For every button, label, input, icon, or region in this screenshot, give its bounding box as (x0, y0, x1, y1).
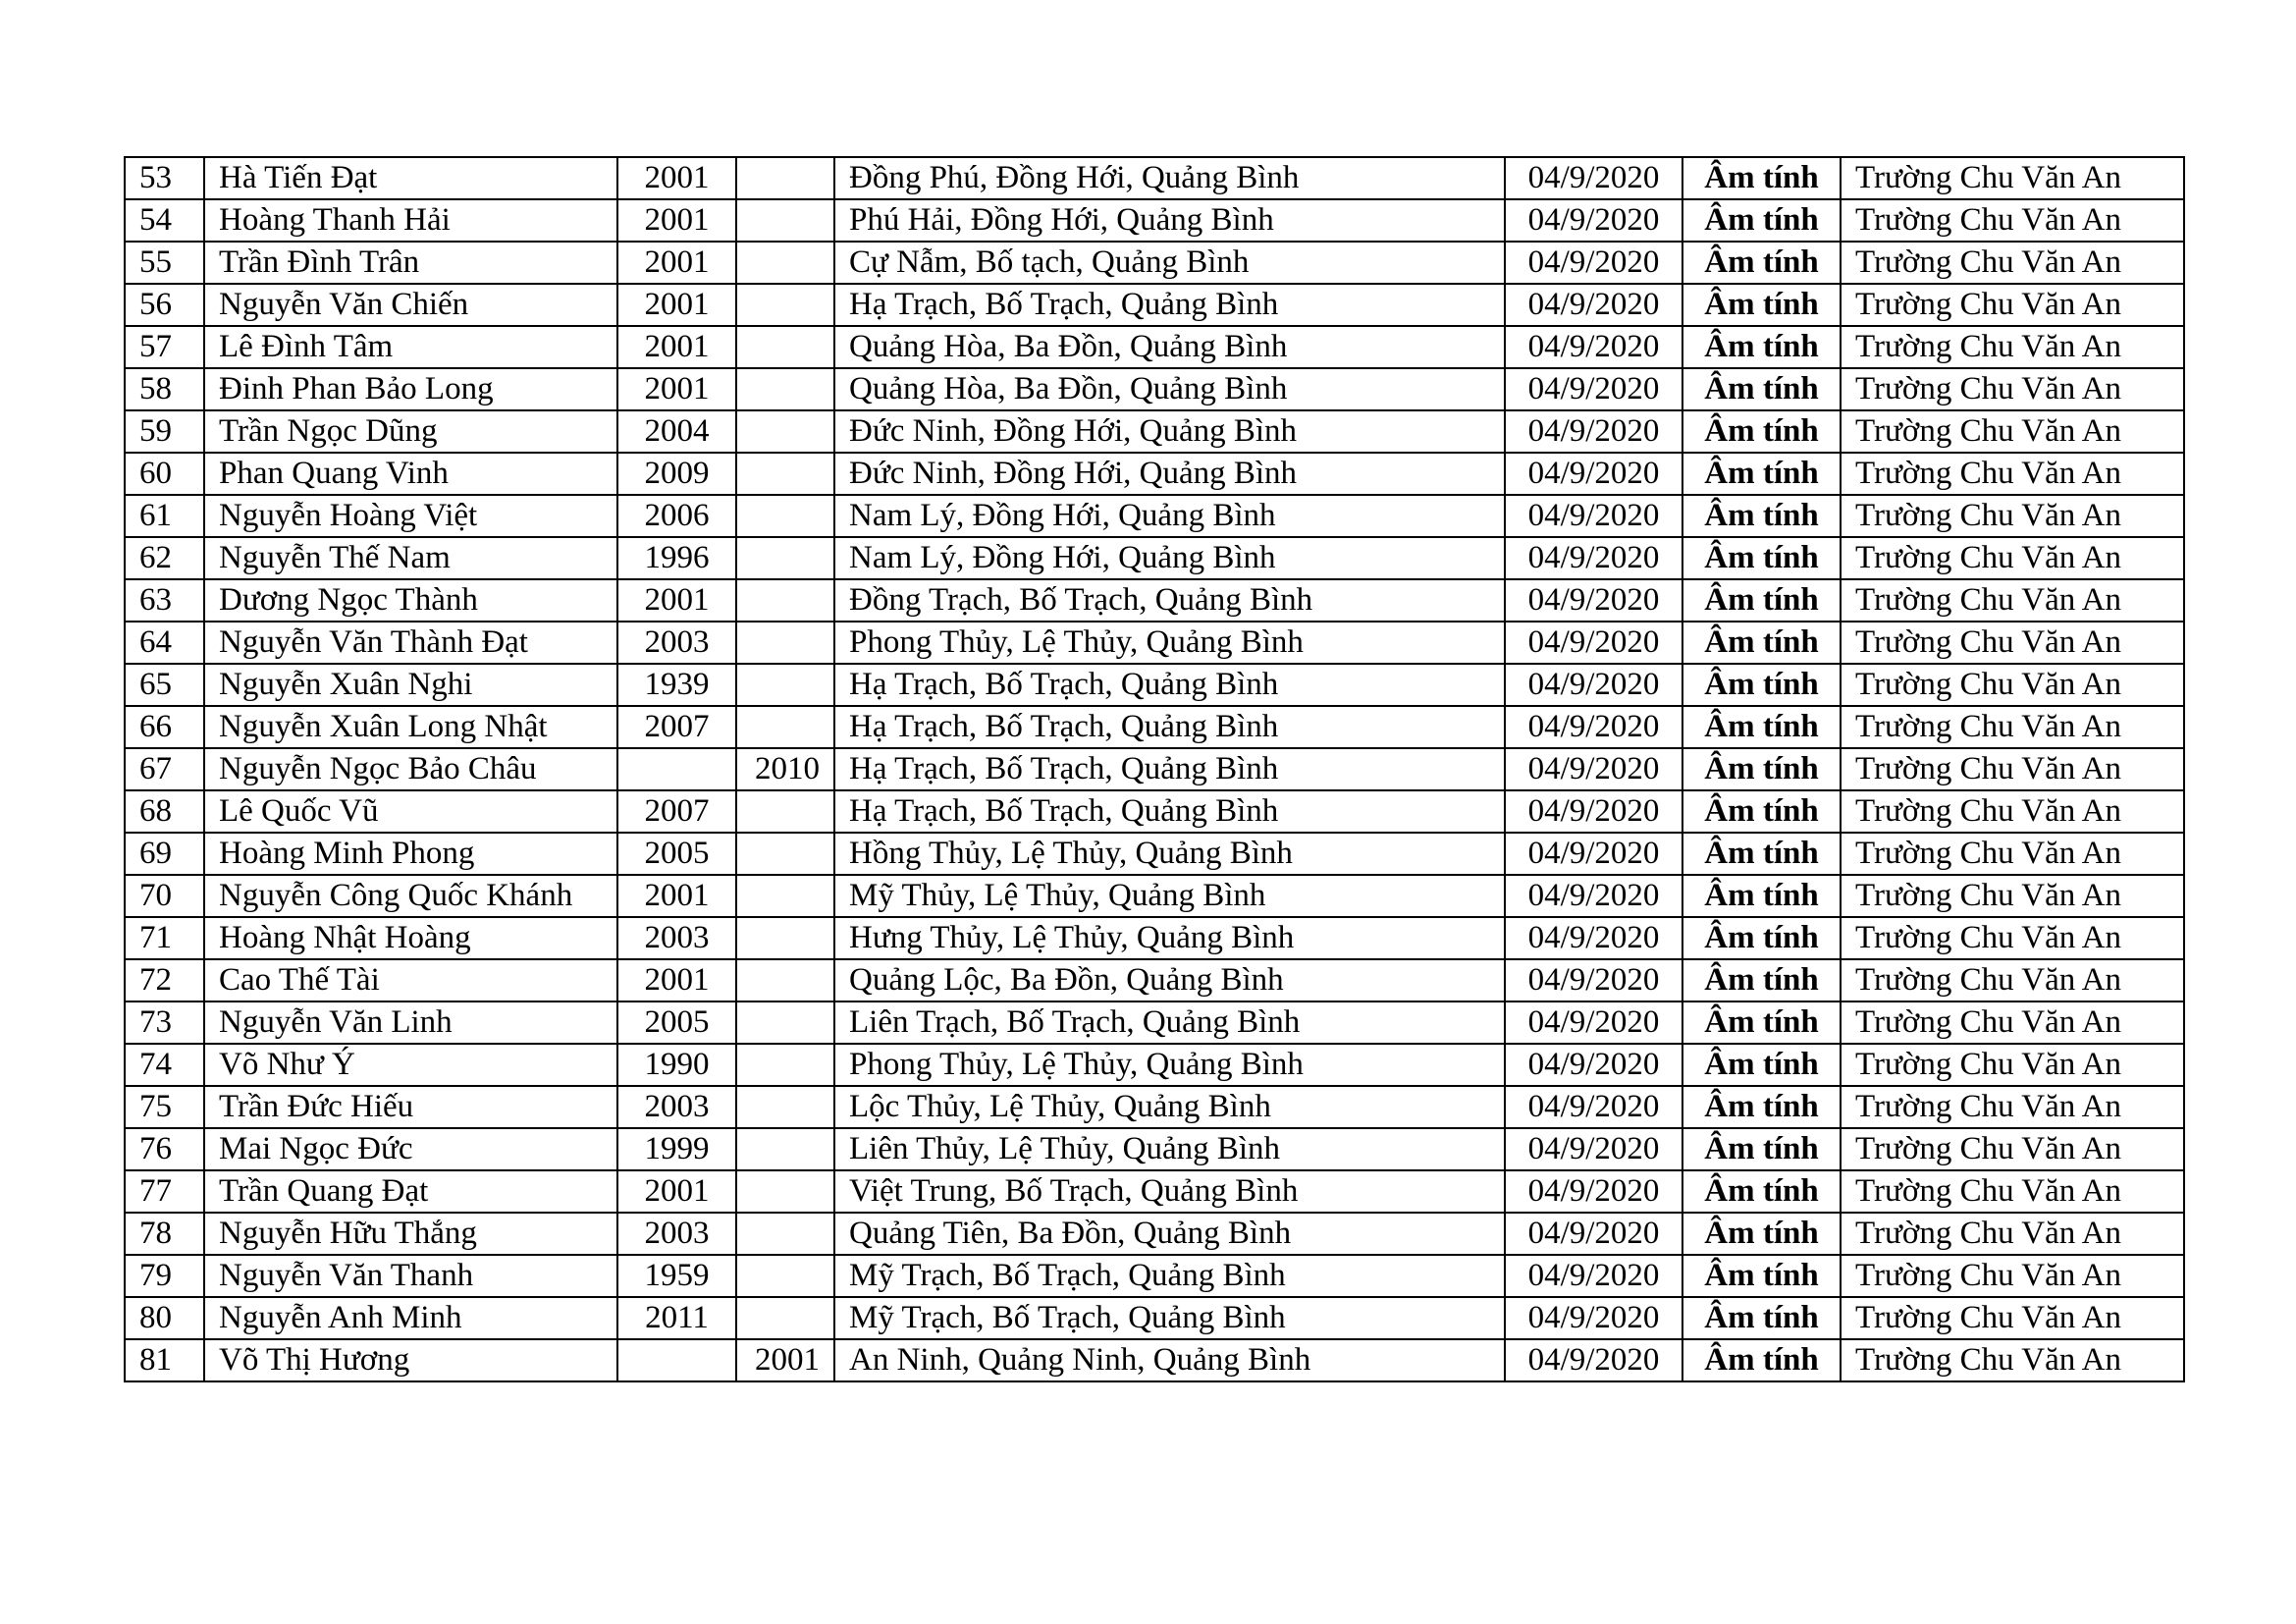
table-row (125, 1213, 2184, 1255)
note-cell: Trường Chu Văn An (1841, 917, 2184, 959)
address-cell: Đức Ninh, Đồng Hới, Quảng Bình (834, 453, 1505, 495)
test-date-cell: 04/9/2020 (1505, 1170, 1682, 1213)
test-date-cell: 04/9/2020 (1505, 917, 1682, 959)
full-name-cell: Nguyễn Văn Linh (204, 1001, 617, 1044)
birth-year-male-cell: 1996 (617, 537, 736, 579)
address-cell: An Ninh, Quảng Ninh, Quảng Bình (834, 1339, 1505, 1381)
full-name-cell: Trần Ngọc Dũng (204, 410, 617, 453)
table-row (125, 579, 2184, 622)
row-number-cell: 72 (125, 959, 204, 1001)
birth-year-male-cell: 2001 (617, 368, 736, 410)
note-cell: Trường Chu Văn An (1841, 284, 2184, 326)
row-number-cell: 60 (125, 453, 204, 495)
birth-year-female-cell (736, 1170, 834, 1213)
row-number-cell: 77 (125, 1170, 204, 1213)
address-cell: Nam Lý, Đồng Hới, Quảng Bình (834, 537, 1505, 579)
test-date-cell: 04/9/2020 (1505, 1339, 1682, 1381)
test-result-cell: Âm tính (1682, 579, 1841, 622)
birth-year-male-cell: 2001 (617, 284, 736, 326)
note-cell: Trường Chu Văn An (1841, 664, 2184, 706)
table-row (125, 537, 2184, 579)
address-cell: Mỹ Thủy, Lệ Thủy, Quảng Bình (834, 875, 1505, 917)
note-cell: Trường Chu Văn An (1841, 1086, 2184, 1128)
table-body (125, 157, 2184, 1381)
birth-year-female-cell (736, 453, 834, 495)
birth-year-male-cell: 2006 (617, 495, 736, 537)
note-cell: Trường Chu Văn An (1841, 1297, 2184, 1339)
row-number-cell: 78 (125, 1213, 204, 1255)
table-row (125, 326, 2184, 368)
address-cell: Cự Nẫm, Bố tạch, Quảng Bình (834, 242, 1505, 284)
note-cell: Trường Chu Văn An (1841, 706, 2184, 748)
table-row (125, 1001, 2184, 1044)
row-number-cell: 81 (125, 1339, 204, 1381)
birth-year-male-cell: 2007 (617, 790, 736, 833)
test-date-cell: 04/9/2020 (1505, 1297, 1682, 1339)
table-row (125, 368, 2184, 410)
full-name-cell: Trần Đình Trân (204, 242, 617, 284)
full-name-cell: Nguyễn Hoàng Việt (204, 495, 617, 537)
test-result-cell: Âm tính (1682, 284, 1841, 326)
birth-year-female-cell (736, 1297, 834, 1339)
row-number-cell: 59 (125, 410, 204, 453)
test-result-cell: Âm tính (1682, 1044, 1841, 1086)
row-number-cell: 66 (125, 706, 204, 748)
test-result-table (124, 156, 2185, 1382)
test-result-cell: Âm tính (1682, 748, 1841, 790)
birth-year-male-cell: 2003 (617, 622, 736, 664)
note-cell: Trường Chu Văn An (1841, 959, 2184, 1001)
address-cell: Phong Thủy, Lệ Thủy, Quảng Bình (834, 1044, 1505, 1086)
birth-year-male-cell: 1959 (617, 1255, 736, 1297)
test-date-cell: 04/9/2020 (1505, 537, 1682, 579)
test-result-cell: Âm tính (1682, 833, 1841, 875)
note-cell: Trường Chu Văn An (1841, 1001, 2184, 1044)
address-cell: Liên Thủy, Lệ Thủy, Quảng Bình (834, 1128, 1505, 1170)
test-date-cell: 04/9/2020 (1505, 622, 1682, 664)
birth-year-male-cell: 2005 (617, 833, 736, 875)
test-date-cell: 04/9/2020 (1505, 368, 1682, 410)
table-row (125, 1255, 2184, 1297)
note-cell: Trường Chu Văn An (1841, 537, 2184, 579)
full-name-cell: Mai Ngọc Đức (204, 1128, 617, 1170)
note-cell: Trường Chu Văn An (1841, 790, 2184, 833)
test-result-cell: Âm tính (1682, 157, 1841, 199)
test-result-cell: Âm tính (1682, 1170, 1841, 1213)
note-cell: Trường Chu Văn An (1841, 410, 2184, 453)
address-cell: Phú Hải, Đồng Hới, Quảng Bình (834, 199, 1505, 242)
test-date-cell: 04/9/2020 (1505, 453, 1682, 495)
note-cell: Trường Chu Văn An (1841, 368, 2184, 410)
table-row (125, 917, 2184, 959)
birth-year-female-cell (736, 157, 834, 199)
row-number-cell: 67 (125, 748, 204, 790)
test-result-cell: Âm tính (1682, 1297, 1841, 1339)
table-row (125, 1339, 2184, 1381)
full-name-cell: Lê Đình Tâm (204, 326, 617, 368)
table-row (125, 790, 2184, 833)
test-result-cell: Âm tính (1682, 326, 1841, 368)
birth-year-female-cell (736, 1044, 834, 1086)
birth-year-male-cell: 2001 (617, 579, 736, 622)
test-result-cell: Âm tính (1682, 875, 1841, 917)
test-result-cell: Âm tính (1682, 1086, 1841, 1128)
birth-year-male-cell: 2001 (617, 1170, 736, 1213)
birth-year-male-cell: 2003 (617, 1213, 736, 1255)
birth-year-female-cell (736, 706, 834, 748)
note-cell: Trường Chu Văn An (1841, 1339, 2184, 1381)
birth-year-male-cell: 1999 (617, 1128, 736, 1170)
test-date-cell: 04/9/2020 (1505, 833, 1682, 875)
address-cell: Hạ Trạch, Bố Trạch, Quảng Bình (834, 706, 1505, 748)
full-name-cell: Hoàng Nhật Hoàng (204, 917, 617, 959)
birth-year-male-cell: 2009 (617, 453, 736, 495)
full-name-cell: Lê Quốc Vũ (204, 790, 617, 833)
table-row (125, 199, 2184, 242)
birth-year-female-cell (736, 579, 834, 622)
full-name-cell: Nguyễn Văn Chiến (204, 284, 617, 326)
test-result-cell: Âm tính (1682, 1213, 1841, 1255)
test-date-cell: 04/9/2020 (1505, 410, 1682, 453)
test-date-cell: 04/9/2020 (1505, 664, 1682, 706)
address-cell: Đức Ninh, Đồng Hới, Quảng Bình (834, 410, 1505, 453)
birth-year-female-cell (736, 1213, 834, 1255)
address-cell: Lộc Thủy, Lệ Thủy, Quảng Bình (834, 1086, 1505, 1128)
table-row (125, 242, 2184, 284)
full-name-cell: Cao Thế Tài (204, 959, 617, 1001)
test-date-cell: 04/9/2020 (1505, 1001, 1682, 1044)
row-number-cell: 61 (125, 495, 204, 537)
table-row (125, 622, 2184, 664)
row-number-cell: 62 (125, 537, 204, 579)
row-number-cell: 70 (125, 875, 204, 917)
birth-year-male-cell (617, 1339, 736, 1381)
full-name-cell: Đinh Phan Bảo Long (204, 368, 617, 410)
birth-year-female-cell (736, 875, 834, 917)
table-row (125, 284, 2184, 326)
full-name-cell: Hoàng Thanh Hải (204, 199, 617, 242)
test-result-cell: Âm tính (1682, 622, 1841, 664)
test-result-cell: Âm tính (1682, 1255, 1841, 1297)
birth-year-female-cell (736, 1255, 834, 1297)
test-result-cell: Âm tính (1682, 537, 1841, 579)
row-number-cell: 64 (125, 622, 204, 664)
table-row (125, 410, 2184, 453)
note-cell: Trường Chu Văn An (1841, 199, 2184, 242)
test-date-cell: 04/9/2020 (1505, 495, 1682, 537)
address-cell: Quảng Lộc, Ba Đồn, Quảng Bình (834, 959, 1505, 1001)
row-number-cell: 71 (125, 917, 204, 959)
birth-year-male-cell: 1939 (617, 664, 736, 706)
note-cell: Trường Chu Văn An (1841, 748, 2184, 790)
test-date-cell: 04/9/2020 (1505, 790, 1682, 833)
birth-year-male-cell: 2001 (617, 199, 736, 242)
full-name-cell: Nguyễn Văn Thành Đạt (204, 622, 617, 664)
note-cell: Trường Chu Văn An (1841, 1044, 2184, 1086)
birth-year-male-cell: 2001 (617, 242, 736, 284)
test-date-cell: 04/9/2020 (1505, 284, 1682, 326)
birth-year-female-cell (736, 199, 834, 242)
note-cell: Trường Chu Văn An (1841, 453, 2184, 495)
birth-year-male-cell (617, 748, 736, 790)
full-name-cell: Phan Quang Vinh (204, 453, 617, 495)
address-cell: Việt Trung, Bố Trạch, Quảng Bình (834, 1170, 1505, 1213)
address-cell: Hạ Trạch, Bố Trạch, Quảng Bình (834, 790, 1505, 833)
birth-year-female-cell (736, 959, 834, 1001)
row-number-cell: 74 (125, 1044, 204, 1086)
test-date-cell: 04/9/2020 (1505, 199, 1682, 242)
test-result-cell: Âm tính (1682, 1001, 1841, 1044)
test-date-cell: 04/9/2020 (1505, 242, 1682, 284)
row-number-cell: 73 (125, 1001, 204, 1044)
note-cell: Trường Chu Văn An (1841, 833, 2184, 875)
row-number-cell: 75 (125, 1086, 204, 1128)
birth-year-female-cell (736, 1086, 834, 1128)
test-date-cell: 04/9/2020 (1505, 959, 1682, 1001)
birth-year-male-cell: 2001 (617, 157, 736, 199)
birth-year-female-cell (736, 622, 834, 664)
full-name-cell: Nguyễn Xuân Long Nhật (204, 706, 617, 748)
full-name-cell: Nguyễn Hữu Thắng (204, 1213, 617, 1255)
note-cell: Trường Chu Văn An (1841, 1213, 2184, 1255)
test-date-cell: 04/9/2020 (1505, 579, 1682, 622)
address-cell: Hạ Trạch, Bố Trạch, Quảng Bình (834, 748, 1505, 790)
address-cell: Hạ Trạch, Bố Trạch, Quảng Bình (834, 664, 1505, 706)
address-cell: Liên Trạch, Bố Trạch, Quảng Bình (834, 1001, 1505, 1044)
table-row (125, 1170, 2184, 1213)
test-result-cell: Âm tính (1682, 368, 1841, 410)
birth-year-female-cell (736, 1001, 834, 1044)
birth-year-male-cell: 2001 (617, 875, 736, 917)
birth-year-female-cell (736, 495, 834, 537)
address-cell: Hồng Thủy, Lệ Thủy, Quảng Bình (834, 833, 1505, 875)
full-name-cell: Trần Quang Đạt (204, 1170, 617, 1213)
test-date-cell: 04/9/2020 (1505, 1213, 1682, 1255)
address-cell: Mỹ Trạch, Bố Trạch, Quảng Bình (834, 1255, 1505, 1297)
test-date-cell: 04/9/2020 (1505, 326, 1682, 368)
full-name-cell: Nguyễn Anh Minh (204, 1297, 617, 1339)
note-cell: Trường Chu Văn An (1841, 326, 2184, 368)
address-cell: Mỹ Trạch, Bố Trạch, Quảng Bình (834, 1297, 1505, 1339)
table-row (125, 495, 2184, 537)
full-name-cell: Hà Tiến Đạt (204, 157, 617, 199)
row-number-cell: 79 (125, 1255, 204, 1297)
test-date-cell: 04/9/2020 (1505, 706, 1682, 748)
address-cell: Đồng Trạch, Bố Trạch, Quảng Bình (834, 579, 1505, 622)
test-result-cell: Âm tính (1682, 959, 1841, 1001)
birth-year-female-cell: 2001 (736, 1339, 834, 1381)
row-number-cell: 53 (125, 157, 204, 199)
full-name-cell: Nguyễn Thế Nam (204, 537, 617, 579)
birth-year-male-cell: 2005 (617, 1001, 736, 1044)
address-cell: Hạ Trạch, Bố Trạch, Quảng Bình (834, 284, 1505, 326)
row-number-cell: 68 (125, 790, 204, 833)
row-number-cell: 56 (125, 284, 204, 326)
birth-year-female-cell (736, 284, 834, 326)
row-number-cell: 65 (125, 664, 204, 706)
test-result-cell: Âm tính (1682, 917, 1841, 959)
birth-year-female-cell (736, 790, 834, 833)
full-name-cell: Nguyễn Công Quốc Khánh (204, 875, 617, 917)
test-date-cell: 04/9/2020 (1505, 1255, 1682, 1297)
test-result-cell: Âm tính (1682, 790, 1841, 833)
row-number-cell: 80 (125, 1297, 204, 1339)
test-result-cell: Âm tính (1682, 242, 1841, 284)
row-number-cell: 69 (125, 833, 204, 875)
table-row (125, 664, 2184, 706)
test-date-cell: 04/9/2020 (1505, 1128, 1682, 1170)
birth-year-female-cell (736, 410, 834, 453)
birth-year-female-cell (736, 664, 834, 706)
address-cell: Quảng Hòa, Ba Đồn, Quảng Bình (834, 326, 1505, 368)
note-cell: Trường Chu Văn An (1841, 622, 2184, 664)
birth-year-male-cell: 2001 (617, 326, 736, 368)
full-name-cell: Hoàng Minh Phong (204, 833, 617, 875)
row-number-cell: 76 (125, 1128, 204, 1170)
note-cell: Trường Chu Văn An (1841, 157, 2184, 199)
birth-year-male-cell: 2001 (617, 959, 736, 1001)
table-row (125, 959, 2184, 1001)
note-cell: Trường Chu Văn An (1841, 579, 2184, 622)
note-cell: Trường Chu Văn An (1841, 495, 2184, 537)
full-name-cell: Dương Ngọc Thành (204, 579, 617, 622)
birth-year-female-cell (736, 833, 834, 875)
birth-year-female-cell (736, 537, 834, 579)
test-date-cell: 04/9/2020 (1505, 1086, 1682, 1128)
note-cell: Trường Chu Văn An (1841, 1255, 2184, 1297)
test-result-cell: Âm tính (1682, 1339, 1841, 1381)
table-row (125, 1297, 2184, 1339)
address-cell: Quảng Tiên, Ba Đồn, Quảng Bình (834, 1213, 1505, 1255)
birth-year-male-cell: 2011 (617, 1297, 736, 1339)
row-number-cell: 63 (125, 579, 204, 622)
full-name-cell: Võ Thị Hương (204, 1339, 617, 1381)
address-cell: Đồng Phú, Đồng Hới, Quảng Bình (834, 157, 1505, 199)
row-number-cell: 57 (125, 326, 204, 368)
full-name-cell: Nguyễn Văn Thanh (204, 1255, 617, 1297)
row-number-cell: 55 (125, 242, 204, 284)
table-row (125, 833, 2184, 875)
birth-year-female-cell (736, 917, 834, 959)
test-date-cell: 04/9/2020 (1505, 875, 1682, 917)
birth-year-female-cell (736, 242, 834, 284)
birth-year-female-cell (736, 368, 834, 410)
table-row (125, 453, 2184, 495)
test-result-cell: Âm tính (1682, 453, 1841, 495)
test-result-cell: Âm tính (1682, 199, 1841, 242)
birth-year-male-cell: 2003 (617, 917, 736, 959)
table-row (125, 1086, 2184, 1128)
table-row (125, 157, 2184, 199)
test-date-cell: 04/9/2020 (1505, 748, 1682, 790)
test-result-cell: Âm tính (1682, 664, 1841, 706)
birth-year-female-cell: 2010 (736, 748, 834, 790)
birth-year-female-cell (736, 326, 834, 368)
address-cell: Nam Lý, Đồng Hới, Quảng Bình (834, 495, 1505, 537)
row-number-cell: 58 (125, 368, 204, 410)
test-result-cell: Âm tính (1682, 1128, 1841, 1170)
row-number-cell: 54 (125, 199, 204, 242)
birth-year-male-cell: 2007 (617, 706, 736, 748)
birth-year-female-cell (736, 1128, 834, 1170)
address-cell: Phong Thủy, Lệ Thủy, Quảng Bình (834, 622, 1505, 664)
test-date-cell: 04/9/2020 (1505, 157, 1682, 199)
address-cell: Quảng Hòa, Ba Đồn, Quảng Bình (834, 368, 1505, 410)
table-row (125, 1128, 2184, 1170)
note-cell: Trường Chu Văn An (1841, 1170, 2184, 1213)
test-result-cell: Âm tính (1682, 706, 1841, 748)
full-name-cell: Nguyễn Xuân Nghi (204, 664, 617, 706)
address-cell: Hưng Thủy, Lệ Thủy, Quảng Bình (834, 917, 1505, 959)
full-name-cell: Trần Đức Hiếu (204, 1086, 617, 1128)
test-date-cell: 04/9/2020 (1505, 1044, 1682, 1086)
table-row (125, 748, 2184, 790)
test-result-cell: Âm tính (1682, 495, 1841, 537)
table-row (125, 706, 2184, 748)
table-row (125, 1044, 2184, 1086)
note-cell: Trường Chu Văn An (1841, 875, 2184, 917)
note-cell: Trường Chu Văn An (1841, 242, 2184, 284)
birth-year-male-cell: 1990 (617, 1044, 736, 1086)
full-name-cell: Võ Như Ý (204, 1044, 617, 1086)
full-name-cell: Nguyễn Ngọc Bảo Châu (204, 748, 617, 790)
table-row (125, 875, 2184, 917)
birth-year-male-cell: 2004 (617, 410, 736, 453)
note-cell: Trường Chu Văn An (1841, 1128, 2184, 1170)
birth-year-male-cell: 2003 (617, 1086, 736, 1128)
test-result-cell: Âm tính (1682, 410, 1841, 453)
